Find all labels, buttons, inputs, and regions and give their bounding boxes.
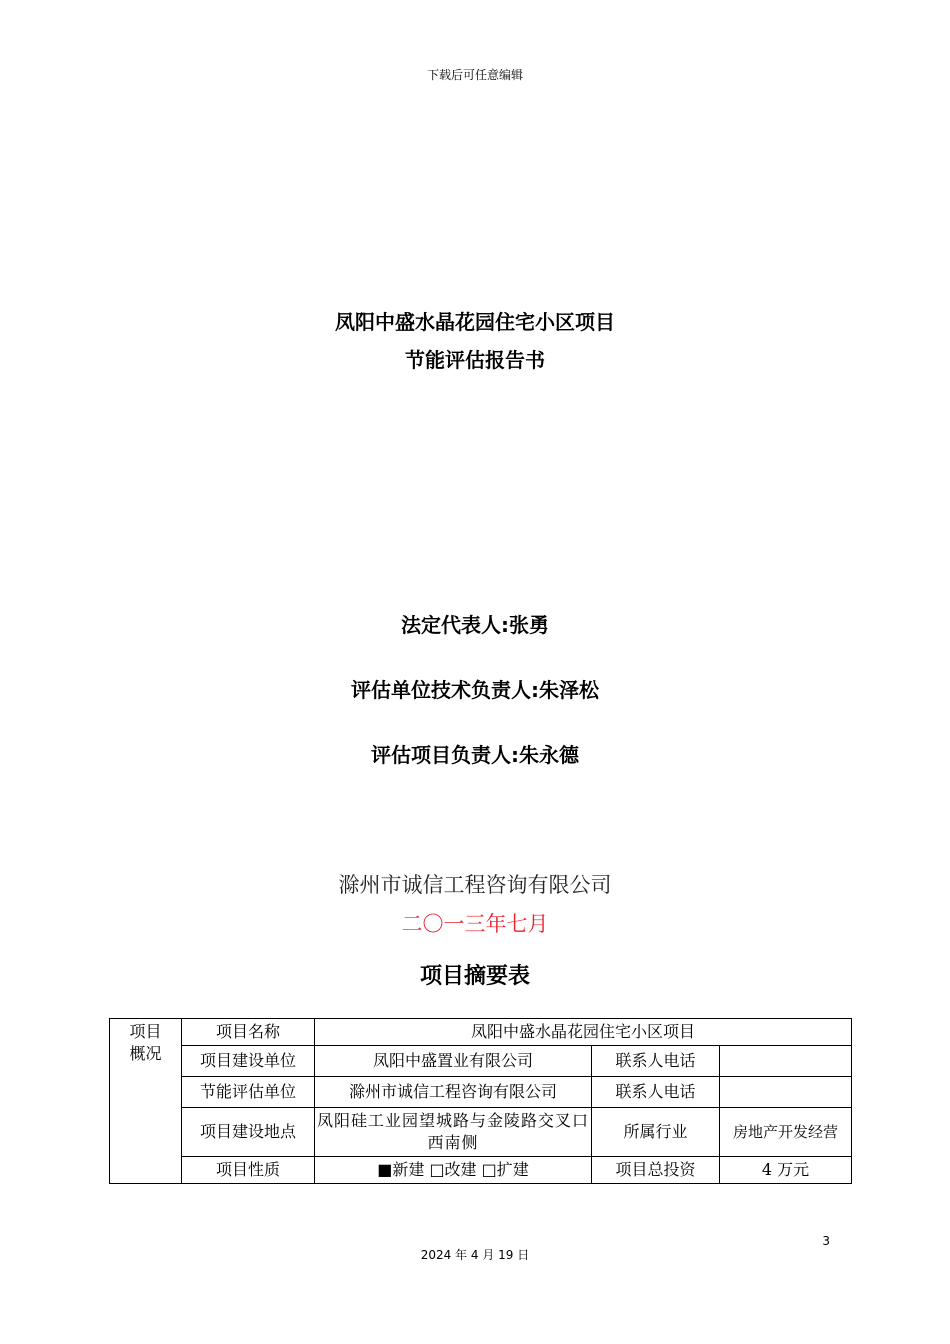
company-name: 滁州市诚信工程咨询有限公司 <box>338 873 612 897</box>
nature-value: ■新建 □改建 □扩建 <box>315 1157 592 1184</box>
investment-value: 4 万元 <box>720 1157 852 1184</box>
builder-value: 凤阳中盛置业有限公司 <box>315 1046 592 1077</box>
location-label: 项目建设地点 <box>182 1108 315 1157</box>
footer-date: 2024 年 4 月 19 日 <box>420 1248 530 1262</box>
builder-label: 项目建设单位 <box>182 1046 315 1077</box>
report-title-line-1: 凤阳中盛水晶花园住宅小区项目 <box>335 310 615 334</box>
legal-representative: 法定代表人:张勇 <box>401 613 549 637</box>
contact-label-1: 联系人电话 <box>592 1046 720 1077</box>
contact-label-2: 联系人电话 <box>592 1077 720 1108</box>
project-summary-table <box>109 1018 852 1184</box>
category-cell <box>110 1019 182 1184</box>
investment-label: 项目总投资 <box>592 1157 720 1184</box>
industry-label: 所属行业 <box>592 1108 720 1157</box>
table-row <box>110 1077 852 1108</box>
evaluator-value: 滁州市诚信工程咨询有限公司 <box>315 1077 592 1108</box>
table-row <box>110 1108 852 1157</box>
report-date: 二〇一三年七月 <box>401 912 549 936</box>
evaluator-label: 节能评估单位 <box>182 1077 315 1108</box>
report-title-line-2: 节能评估报告书 <box>405 348 545 372</box>
contact-value-2 <box>720 1077 852 1108</box>
technical-lead: 评估单位技术负责人:朱泽松 <box>351 678 599 702</box>
contact-value-1 <box>720 1046 852 1077</box>
industry-value: 房地产开发经营 <box>720 1108 852 1157</box>
project-name-value: 凤阳中盛水晶花园住宅小区项目 <box>315 1019 852 1046</box>
nature-label: 项目性质 <box>182 1157 315 1184</box>
table-row <box>110 1157 852 1184</box>
table-row <box>110 1046 852 1077</box>
location-value: 凤阳硅工业园望城路与金陵路交叉口西南侧 <box>315 1108 592 1157</box>
project-lead: 评估项目负责人:朱永德 <box>371 743 579 767</box>
category-label: 项目概况 <box>129 1022 162 1063</box>
page-number: 3 <box>822 1234 830 1248</box>
header-note: 下载后可任意编辑 <box>426 68 523 82</box>
summary-table-title: 项目摘要表 <box>419 964 530 989</box>
table-row <box>110 1019 852 1046</box>
project-name-label: 项目名称 <box>182 1019 315 1046</box>
